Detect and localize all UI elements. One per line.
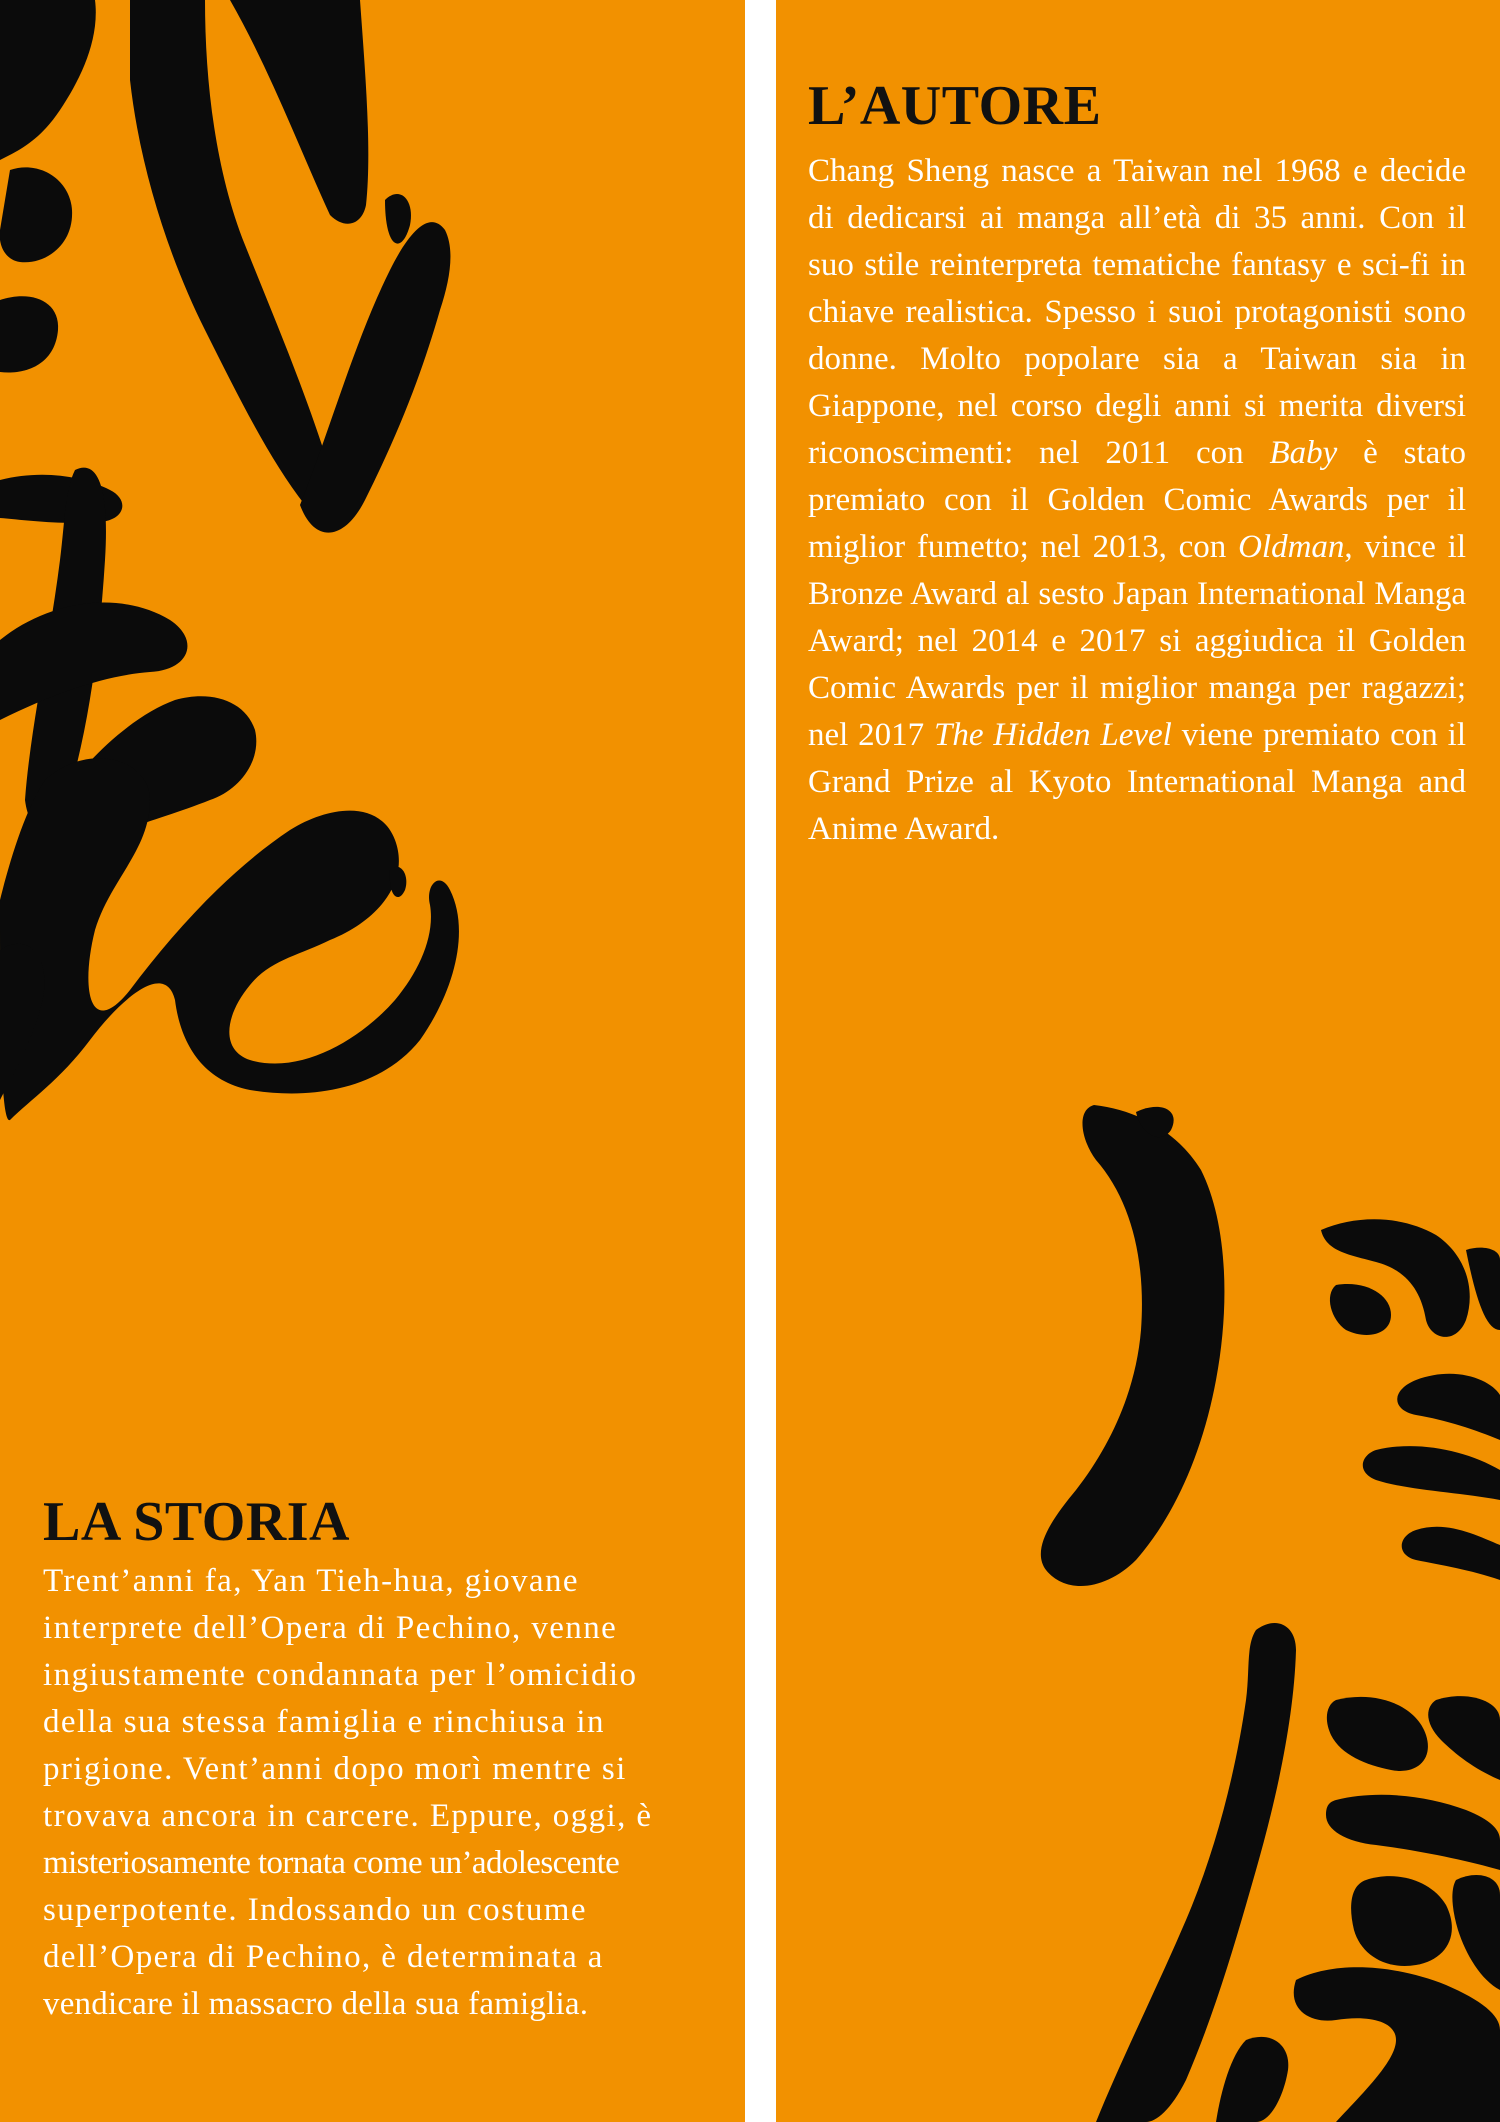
storia-line: ingiustamente condannata per l’omicidio <box>43 1657 638 1693</box>
storia-line: Trent’anni fa, Yan Tieh-hua, giovane <box>43 1563 579 1599</box>
storia-line: vendicare il massacro della sua famiglia. <box>43 1986 589 2022</box>
brush-stroke <box>1330 1284 1391 1335</box>
brush-stroke <box>1428 1696 1500 1780</box>
storia-heading: LA STORIA <box>43 1491 350 1553</box>
brush-stroke <box>1397 1374 1500 1440</box>
storia-line: misteriosamente tornata come un’adolescente <box>43 1845 620 1881</box>
brush-stroke <box>0 167 72 262</box>
autore-paragraph <box>808 148 1466 853</box>
brush-stroke <box>230 0 368 224</box>
brush-stroke <box>1351 1876 1452 1966</box>
brush-stroke <box>1466 1248 1500 1330</box>
storia-line: dell’Opera di Pechino, è determinata a <box>43 1939 604 1975</box>
brush-stroke <box>0 758 459 1120</box>
title-oldman: Oldman <box>1238 529 1345 565</box>
brush-stroke <box>1041 1105 1225 1586</box>
right-panel <box>776 0 1500 2122</box>
brush-stroke <box>1326 1795 1500 1870</box>
brush-stroke <box>0 0 96 160</box>
brush-stroke <box>1452 1875 1500 1990</box>
autore-text-part: è stato premiato con il Golden Comic Awards per il miglior fumetto; nel 2013, con <box>808 435 1466 565</box>
storia-paragraph <box>43 1558 701 2028</box>
autore-text-part: Chang Sheng nasce a Taiwan nel 1968 e decide di dedicarsi ai manga all’età di 35 anni. Con il suo stile reinterpreta tematiche fantasy e sci-fi in chiave realistica. Spesso i suoi protagonisti sono donne. Molto popolare sia a Taiwan sia in Giappone, nel corso degli anni si merita diversi riconoscimenti: nel 2011 con <box>808 153 1466 471</box>
brush-stroke <box>390 867 407 897</box>
storia-line: prigione. Vent’anni dopo morì mentre si <box>43 1751 627 1787</box>
brush-stroke <box>1402 1527 1500 1580</box>
brush-stroke <box>385 194 411 244</box>
title-hidden-level: The Hidden Level <box>934 717 1172 753</box>
storia-line: trovava ancora in carcere. Eppure, oggi, è <box>43 1798 653 1834</box>
autore-text-part: viene premiato con il Grand Prize al Kyoto International Manga and Anime Award. <box>808 717 1466 847</box>
left-panel <box>0 0 745 2122</box>
brush-stroke <box>1216 2037 1288 2122</box>
autore-text-part: , vince il Bronze Award al sesto Japan International Manga Award; nel 2014 e 2017 si aggiudica il Golden Comic Awards per il miglior manga per ragazzi; nel 2017 <box>808 529 1467 753</box>
brush-stroke <box>1294 1967 1500 2122</box>
brush-stroke <box>300 222 450 532</box>
brush-stroke <box>1327 1697 1428 1771</box>
storia-line: interprete dell’Opera di Pechino, venne <box>43 1610 618 1646</box>
brush-stroke <box>1363 1446 1500 1500</box>
brush-stroke <box>0 296 58 372</box>
title-baby: Baby <box>1269 435 1338 471</box>
autore-heading: L’AUTORE <box>808 75 1102 137</box>
storia-line: della sua stessa famiglia e rinchiusa in <box>43 1704 605 1740</box>
brush-stroke <box>0 603 187 720</box>
storia-line: superpotente. Indossando un costume <box>43 1892 587 1928</box>
